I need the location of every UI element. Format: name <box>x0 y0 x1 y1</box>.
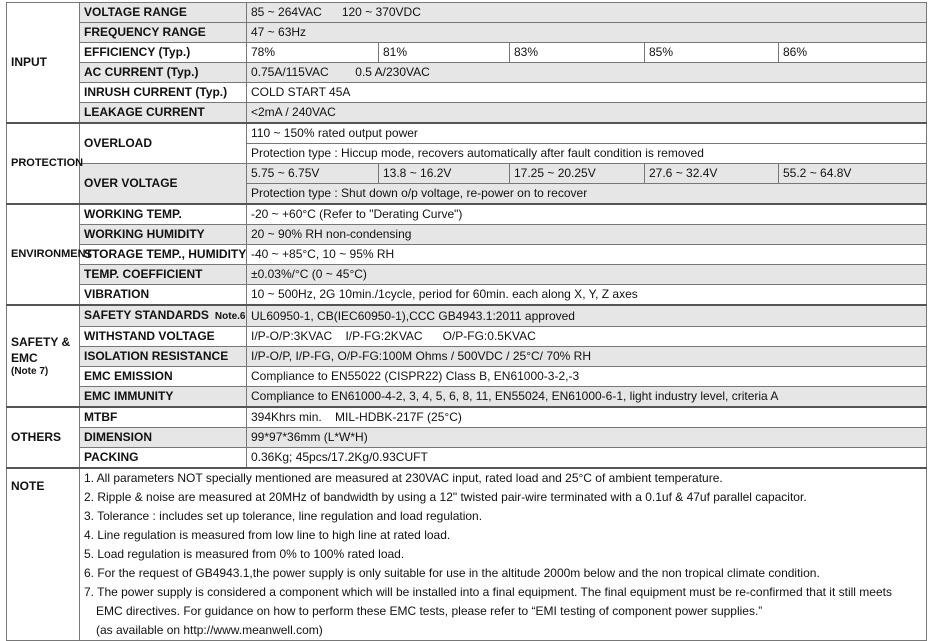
row-temp-coefficient <box>7 265 927 285</box>
label-working-temp: WORKING TEMP. <box>80 204 247 225</box>
note-item-4: 4. Line regulation is measured from low line to high line at rated load. <box>84 528 451 542</box>
label-emc-immunity: EMC IMMUNITY <box>80 387 247 408</box>
label-temp-coefficient: TEMP. COEFFICIENT <box>80 265 247 285</box>
value-working-humidity: 20 ~ 90% RH non-condensing <box>247 225 927 245</box>
label-vibration: VIBRATION <box>80 285 247 306</box>
value-temp-coefficient: ±0.03%/°C (0 ~ 45°C) <box>247 265 927 285</box>
row-leakage-current <box>7 103 927 124</box>
label-safety-standards-text: SAFETY STANDARDS <box>84 308 209 322</box>
section-environment: ENVIRONMENT <box>7 204 80 305</box>
row-isolation-resistance <box>7 347 927 367</box>
value-overload-line2: Protection type : Hiccup mode, recovers automatically after fault condition is removed <box>247 144 927 164</box>
value-mtbf: 394Khrs min. MIL-HDBK-217F (25°C) <box>247 407 927 428</box>
value-efficiency-3: 83% <box>510 43 645 63</box>
value-efficiency-2: 81% <box>379 43 510 63</box>
row-voltage-range <box>7 3 927 23</box>
value-dimension: 99*97*36mm (L*W*H) <box>247 428 927 448</box>
label-over-voltage: OVER VOLTAGE <box>80 164 247 205</box>
section-safety-line1: SAFETY & <box>11 335 71 349</box>
value-ovp-2: 13.8 ~ 16.2V <box>379 164 510 184</box>
label-withstand-voltage: WITHSTAND VOLTAGE <box>80 327 247 347</box>
value-ovp-3: 17.25 ~ 20.25V <box>510 164 645 184</box>
value-ovp-5: 55.2 ~ 64.8V <box>779 164 927 184</box>
value-isolation-resistance: I/P-O/P, I/P-FG, O/P-FG:100M Ohms / 500VDC / 25°C/ 70% RH <box>247 347 927 367</box>
value-working-temp: -20 ~ +60°C (Refer to "Derating Curve") <box>247 204 927 225</box>
section-safety-note: (Note 7) <box>11 366 49 377</box>
row-dimension <box>7 428 927 448</box>
value-ovp-1: 5.75 ~ 6.75V <box>247 164 379 184</box>
label-ac-current: AC CURRENT (Typ.) <box>80 63 247 83</box>
row-withstand-voltage <box>7 327 927 347</box>
value-efficiency-5: 86% <box>779 43 927 63</box>
row-inrush-current <box>7 83 927 103</box>
label-frequency-range: FREQUENCY RANGE <box>80 23 247 43</box>
value-withstand-voltage: I/P-O/P:3KVAC I/P-FG:2KVAC O/P-FG:0.5KVAC <box>247 327 927 347</box>
note-item-7: 7. The power supply is considered a component which will be installed into a final equipment. The final equipment must be re-confirmed that it still meets <box>84 585 892 599</box>
label-isolation-resistance: ISOLATION RESISTANCE <box>80 347 247 367</box>
row-safety-standards <box>7 305 927 327</box>
row-mtbf <box>7 407 927 428</box>
value-ovp-4: 27.6 ~ 32.4V <box>645 164 779 184</box>
section-protection: PROTECTION <box>7 123 80 204</box>
value-efficiency-1: 78% <box>247 43 379 63</box>
row-emc-immunity <box>7 387 927 408</box>
section-safety-line2: EMC <box>11 351 38 365</box>
value-ovp-line2: Protection type : Shut down o/p voltage, re-power on to recover <box>247 184 927 205</box>
label-dimension: DIMENSION <box>80 428 247 448</box>
value-efficiency-4: 85% <box>645 43 779 63</box>
value-emc-emission: Compliance to EN55022 (CISPR22) Class B, EN61000-3-2,-3 <box>247 367 927 387</box>
label-mtbf: MTBF <box>80 407 247 428</box>
label-storage-temp: STORAGE TEMP., HUMIDITY <box>80 245 247 265</box>
value-vibration: 10 ~ 500Hz, 2G 10min./1cycle, period for 60min. each along X, Y, Z axes <box>247 285 927 306</box>
label-leakage-current: LEAKAGE CURRENT <box>80 103 247 124</box>
section-note: NOTE <box>7 468 80 641</box>
note-item-7-source: (as available on http://www.meanwell.com) <box>96 623 323 637</box>
section-input: INPUT <box>7 3 80 124</box>
section-safety-emc <box>7 305 80 407</box>
label-safety-standards <box>80 305 247 327</box>
value-safety-standards: UL60950-1, CB(IEC60950-1),CCC GB4943.1:2011 approved <box>247 305 927 327</box>
label-emc-emission: EMC EMISSION <box>80 367 247 387</box>
row-packing <box>7 448 927 469</box>
row-efficiency <box>7 43 927 63</box>
label-inrush-current: INRUSH CURRENT (Typ.) <box>80 83 247 103</box>
label-working-humidity: WORKING HUMIDITY <box>80 225 247 245</box>
note-item-2: 2. Ripple & noise are measured at 20MHz of bandwidth by using a 12" twisted pair-wire terminated with a 0.1uf & 47uf parallel capacitor. <box>84 490 807 504</box>
value-voltage-range: 85 ~ 264VAC 120 ~ 370VDC <box>247 3 927 23</box>
note-item-3: 3. Tolerance : includes set up tolerance, line regulation and load regulation. <box>84 509 483 523</box>
spec-table <box>6 2 927 641</box>
row-working-temp <box>7 204 927 225</box>
value-frequency-range: 47 ~ 63Hz <box>247 23 927 43</box>
row-working-humidity <box>7 225 927 245</box>
note-item-6: 6. For the request of GB4943.1,the power supply is only suitable for use in the altitude 2000m below and the non tropical climate condition. <box>84 566 820 580</box>
value-leakage-current: <2mA / 240VAC <box>247 103 927 124</box>
label-overload: OVERLOAD <box>80 123 247 164</box>
value-storage-temp: -40 ~ +85°C, 10 ~ 95% RH <box>247 245 927 265</box>
row-overload-1 <box>7 123 927 144</box>
row-emc-emission <box>7 367 927 387</box>
note-item-1: 1. All parameters NOT specially mentioned are measured at 230VAC input, rated load and 25°C of ambient temperature. <box>84 471 723 485</box>
value-overload-line1: 110 ~ 150% rated output power <box>247 123 927 144</box>
row-notes <box>7 468 927 641</box>
value-inrush-current: COLD START 45A <box>247 83 927 103</box>
label-packing: PACKING <box>80 448 247 469</box>
value-ac-current: 0.75A/115VAC 0.5 A/230VAC <box>247 63 927 83</box>
note-item-7-cont: EMC directives. For guidance on how to perform these EMC tests, please refer to “EMI testing of component power supplies.” <box>96 604 763 618</box>
label-safety-note: Note.6 <box>214 311 246 322</box>
row-ac-current <box>7 63 927 83</box>
value-emc-immunity: Compliance to EN61000-4-2, 3, 4, 5, 6, 8, 11, EN55024, EN61000-6-1, light industry level, criteria A <box>247 387 927 408</box>
notes-cell <box>80 468 927 641</box>
row-vibration <box>7 285 927 306</box>
section-others: OTHERS <box>7 407 80 468</box>
row-frequency-range <box>7 23 927 43</box>
value-packing: 0.36Kg; 45pcs/17.2Kg/0.93CUFT <box>247 448 927 469</box>
row-storage-temp <box>7 245 927 265</box>
label-voltage-range: VOLTAGE RANGE <box>80 3 247 23</box>
label-efficiency: EFFICIENCY (Typ.) <box>80 43 247 63</box>
note-item-5: 5. Load regulation is measured from 0% to 100% rated load. <box>84 547 405 561</box>
row-over-voltage-1 <box>7 164 927 184</box>
